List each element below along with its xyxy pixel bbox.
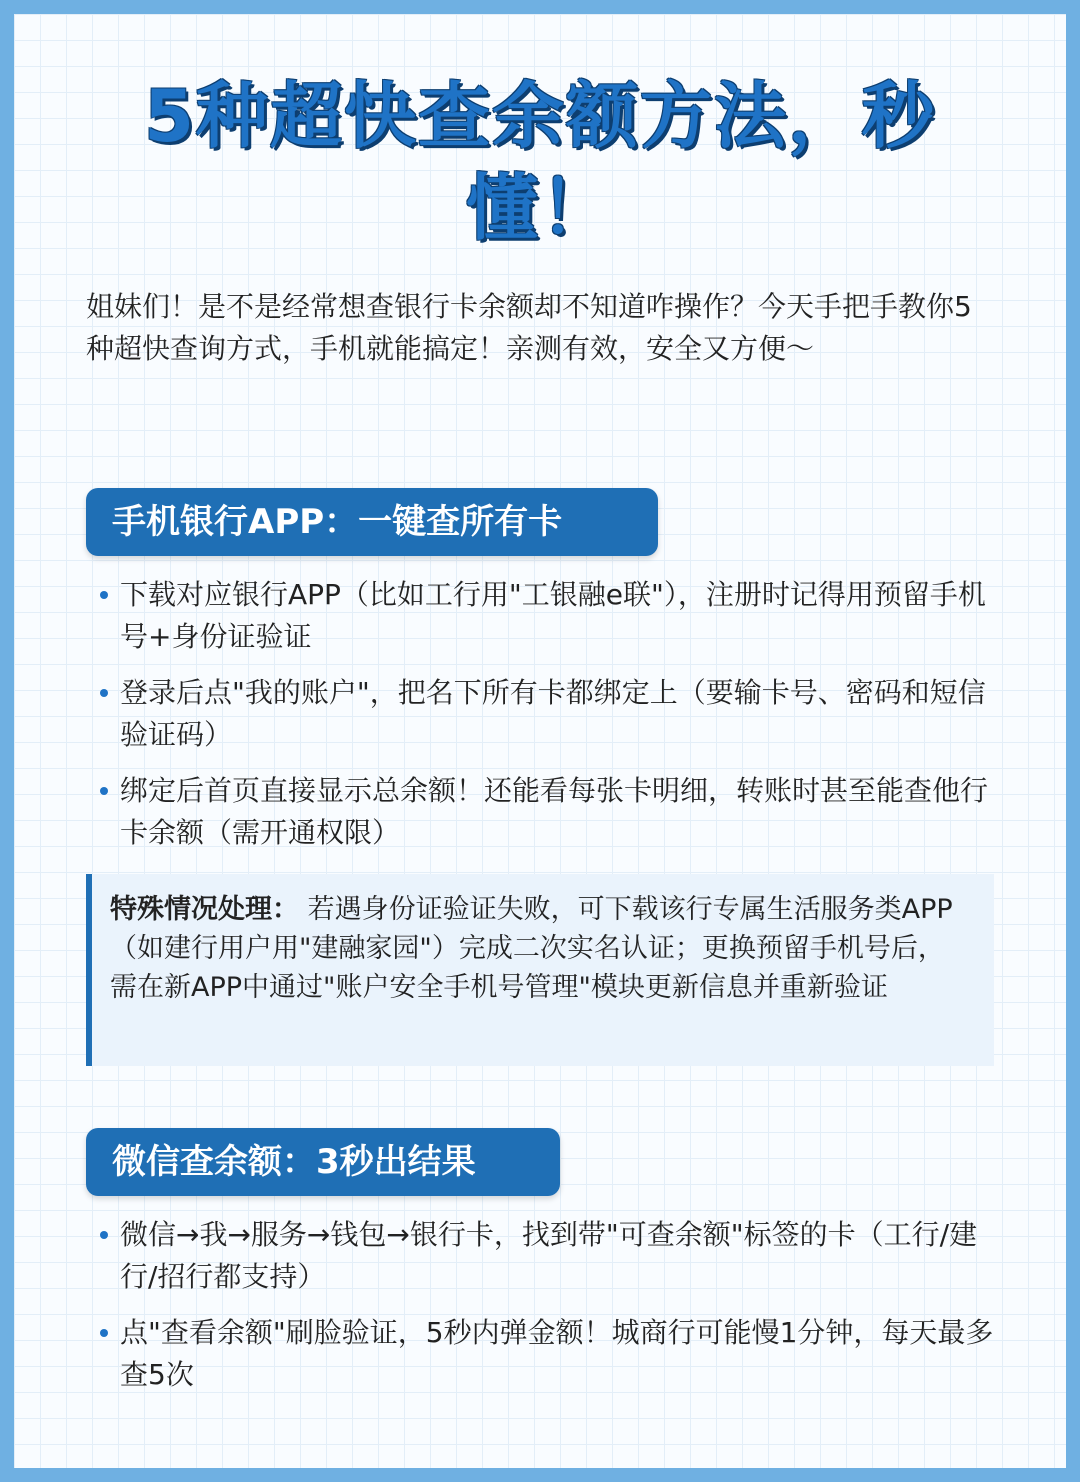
wechat-steps bbox=[100, 1214, 1000, 1410]
bullet-dot-icon bbox=[100, 591, 108, 599]
list-item bbox=[100, 1312, 1000, 1396]
note-text: 若遇身份证验证失败，可下载该行专属生活服务类APP（如建行用户用"建融家园"）完成二次实名认证；更换预留手机号后，需在新APP中通过"账户安全手机号管理"模块更新信息并重新验证 bbox=[110, 894, 953, 1003]
bullet-dot-icon bbox=[100, 787, 108, 795]
note-label: 特殊情况处理： bbox=[110, 894, 299, 925]
list-item bbox=[100, 1214, 1000, 1298]
list-item bbox=[100, 574, 1000, 658]
mobile-banking-steps bbox=[100, 574, 1000, 868]
intro-paragraph: 姐妹们！是不是经常想查银行卡余额却不知道咋操作？今天手把手教你5种超快查询方式，手机就能搞定！亲测有效，安全又方便～ bbox=[86, 290, 972, 365]
bullet-dot-icon bbox=[100, 689, 108, 697]
section-heading-mobile-banking: 手机银行APP：一键查所有卡 bbox=[86, 488, 658, 556]
bullet-dot-icon bbox=[100, 1329, 108, 1337]
list-item-text: 登录后点"我的账户"，把名下所有卡都绑定上（要输卡号、密码和短信验证码） bbox=[120, 676, 986, 751]
list-item bbox=[100, 672, 1000, 756]
section-heading-wechat: 微信查余额：3秒出结果 bbox=[86, 1128, 560, 1196]
page-title: 5种超快查余额方法，秒懂！ bbox=[143, 74, 937, 250]
list-item-text: 绑定后首页直接显示总余额！还能看每张卡明细，转账时甚至能查他行卡余额（需开通权限） bbox=[120, 774, 989, 849]
list-item-text: 下载对应银行APP（比如工行用"工银融e联"），注册时记得用预留手机号+身份证验证 bbox=[120, 578, 986, 653]
list-item-text: 点"查看余额"刷脸验证，5秒内弹金额！城商行可能慢1分钟，每天最多查5次 bbox=[120, 1316, 994, 1391]
special-case-note bbox=[86, 874, 994, 1066]
bullet-dot-icon bbox=[100, 1231, 108, 1239]
list-item bbox=[100, 770, 1000, 854]
article-card bbox=[14, 14, 1066, 1468]
list-item-text: 微信→我→服务→钱包→银行卡，找到带"可查余额"标签的卡（工行/建行/招行都支持） bbox=[120, 1218, 978, 1293]
